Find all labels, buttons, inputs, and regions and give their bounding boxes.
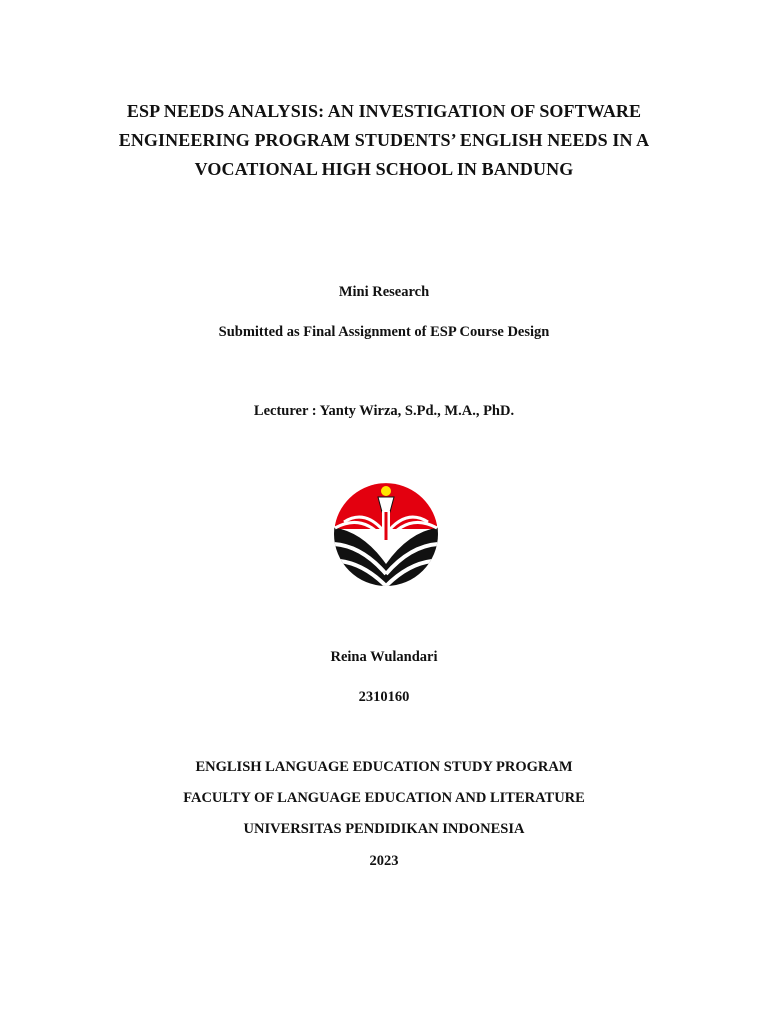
author-name: Reina Wulandari: [330, 649, 438, 665]
student-id: 2310160: [358, 689, 410, 705]
title-line-1: ESP NEEDS ANALYSIS: AN INVESTIGATION OF SOFTWARE: [126, 101, 642, 121]
year: 2023: [369, 853, 399, 869]
study-program: ENGLISH LANGUAGE EDUCATION STUDY PROGRAM: [195, 759, 573, 775]
title-line-3: VOCATIONAL HIGH SCHOOL IN BANDUNG: [194, 159, 574, 179]
document-type: Mini Research: [338, 284, 430, 300]
emblem-flame: [381, 486, 391, 496]
submission-statement: Submitted as Final Assignment of ESP Course Design: [218, 324, 550, 340]
university-name: UNIVERSITAS PENDIDIKAN INDONESIA: [243, 821, 525, 837]
lecturer-line: Lecturer : Yanty Wirza, S.Pd., M.A., PhD.: [253, 403, 515, 419]
university-emblem-icon: [332, 482, 440, 586]
title-line-2: ENGINEERING PROGRAM STUDENTS’ ENGLISH NEEDS IN A: [118, 130, 650, 150]
faculty-name: FACULTY OF LANGUAGE EDUCATION AND LITERATURE: [183, 790, 585, 806]
